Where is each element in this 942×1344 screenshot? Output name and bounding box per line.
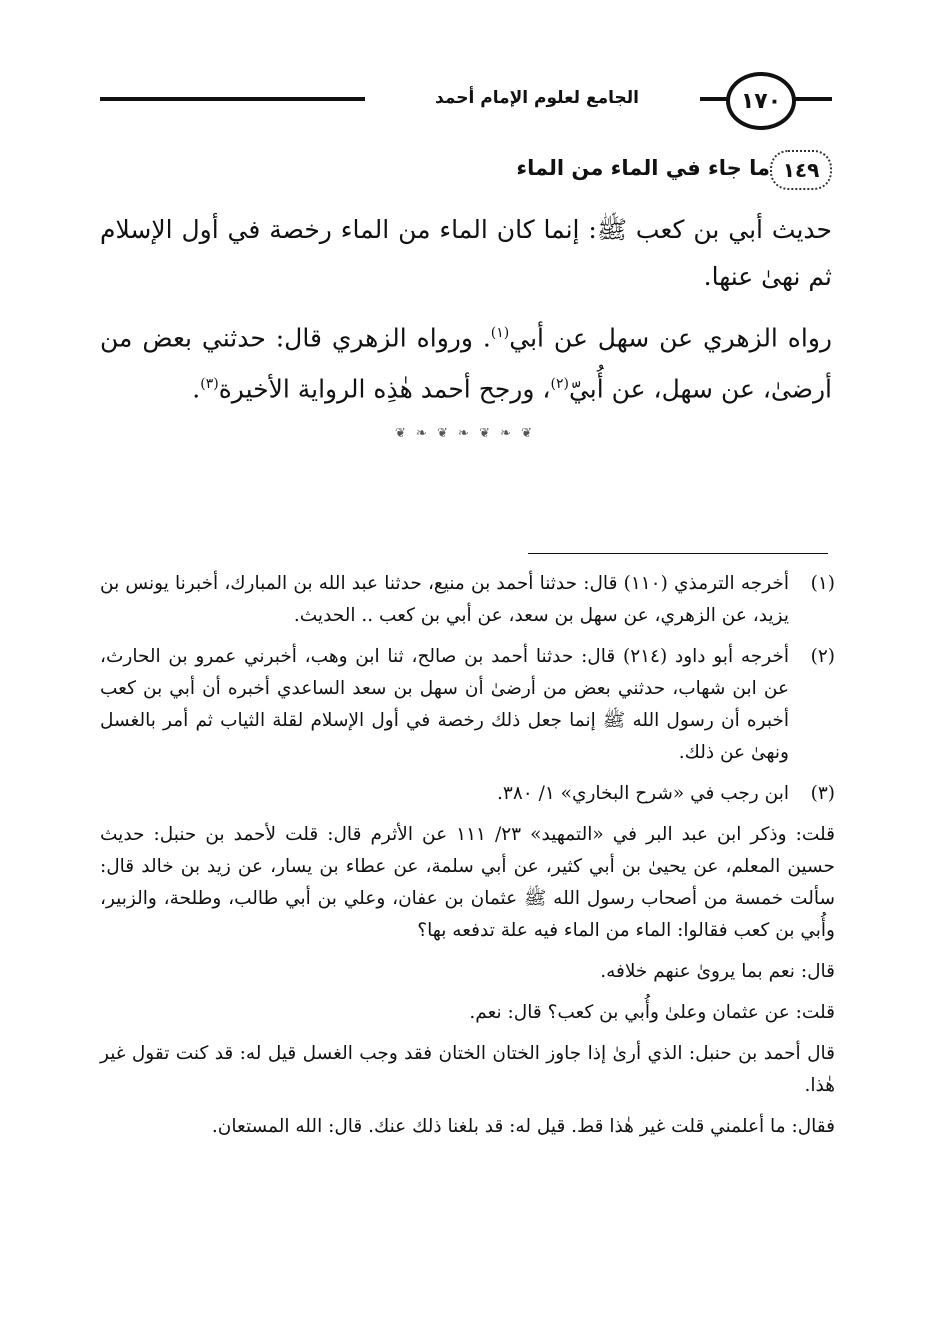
footnotes bbox=[100, 568, 835, 1152]
page-number: ١٧٠ bbox=[726, 72, 796, 130]
footnote-ref-1: (١) bbox=[490, 325, 510, 341]
footnote-2 bbox=[100, 641, 835, 769]
header-rule-left bbox=[100, 97, 365, 101]
footnote-marker: (٢) bbox=[810, 646, 835, 667]
footnote-ref-2: (٢) bbox=[550, 376, 569, 393]
footnote-marker: (١) bbox=[810, 573, 835, 594]
section-ornament: ❦ ❧ ❦ ❧ ❦ ❧ ❦ bbox=[394, 426, 536, 441]
footnote-text: ابن رجب في «شرح البخاري» ١/ ٣٨٠. bbox=[497, 783, 789, 804]
narration-part-2: . ورواه الزهري قال: حدثني بعض من أرضىٰ، عن سهل، عن أُبيّ bbox=[100, 323, 832, 404]
footnote-continuation: قال أحمد بن حنبل: الذي أرىٰ إذا جاوز الختان الختان فقد وجب الغسل قيل له: قد كنت تقول غير هٰذا. bbox=[100, 1043, 835, 1096]
narration-paragraph bbox=[100, 310, 832, 413]
footnote-continuation: قال: نعم بما يروىٰ عنهم خلافه. bbox=[600, 961, 835, 982]
footnote-continuation: قلت: وذكر ابن عبد البر في «التمهيد» ٢٣/ ١١١ عن الأثرم قال: قلت لأحمد بن حنبل: حديث حسين المعلم، عن يحيىٰ بن أبي كثير، عن أبي سلمة، عن عطاء بن يسار، عن زيد بن خالد قال: سألت خمسة من أصحاب رسول الله ﷺ عثمان بن عفان، وعلي بن أبي طالب، وطلحة، والزبير، وأُبي بن كعب فقالوا: الماء من الماء فيه علة تدفعه بها؟ bbox=[100, 824, 835, 941]
footnote-text: أخرجه الترمذي (١١٠) قال: حدثنا أحمد بن منيع، حدثنا عبد الله بن المبارك، أخبرنا يونس بن يزيد، عن الزهري، عن سهل بن سعد، عن أبي بن كعب .. الحديث. bbox=[100, 573, 789, 626]
footnote-marker: (٣) bbox=[810, 783, 835, 804]
footnote-text: أخرجه أبو داود (٢١٤) قال: حدثنا أحمد بن صالح، ثنا ابن وهب، أخبرني عمرو بن الحارث، عن ابن شهاب، حدثني بعض من أرضىٰ أن سهل بن سعد الساعدي أخبره أن أبي بن كعب أخبره أن رسول الله ﷺ إنما جعل ذلك رخصة في أول الإسلام لقلة الثياب ثم أمر بالغسل ونهىٰ عن ذلك. bbox=[100, 646, 789, 763]
main-text bbox=[100, 206, 832, 413]
narration-part-1: رواه الزهري عن سهل عن أبي bbox=[509, 323, 832, 353]
narration-part-3: ، ورجح أحمد هٰذِه الرواية الأخيرة bbox=[218, 374, 551, 404]
header-rule-far-right bbox=[792, 97, 832, 101]
chapter-title: ما جاء في الماء من الماء bbox=[516, 156, 770, 180]
book-title: الجامع لعلوم الإمام أحمد bbox=[435, 88, 639, 108]
narration-end: . bbox=[192, 374, 201, 404]
footnote-continuation: فقال: ما أعلمني قلت غير هٰذا قط. قيل له: قد بلغنا ذلك عنك. قال: الله المستعان. bbox=[211, 1116, 835, 1137]
footnote-continuation: قلت: عن عثمان وعلىٰ وأُبي بن كعب؟ قال: نعم. bbox=[469, 1002, 835, 1023]
footnote-separator bbox=[528, 553, 828, 554]
footnote-ref-3: (٣) bbox=[200, 376, 219, 393]
hadith-paragraph: حديث أبي بن كعب ﷺ: إنما كان الماء من الماء رخصة في أول الإسلام ثم نهىٰ عنها. bbox=[100, 215, 832, 291]
footnote-1 bbox=[100, 568, 835, 632]
chapter-number-badge: ١٤٩ bbox=[770, 150, 832, 190]
footnote-3 bbox=[100, 778, 835, 810]
